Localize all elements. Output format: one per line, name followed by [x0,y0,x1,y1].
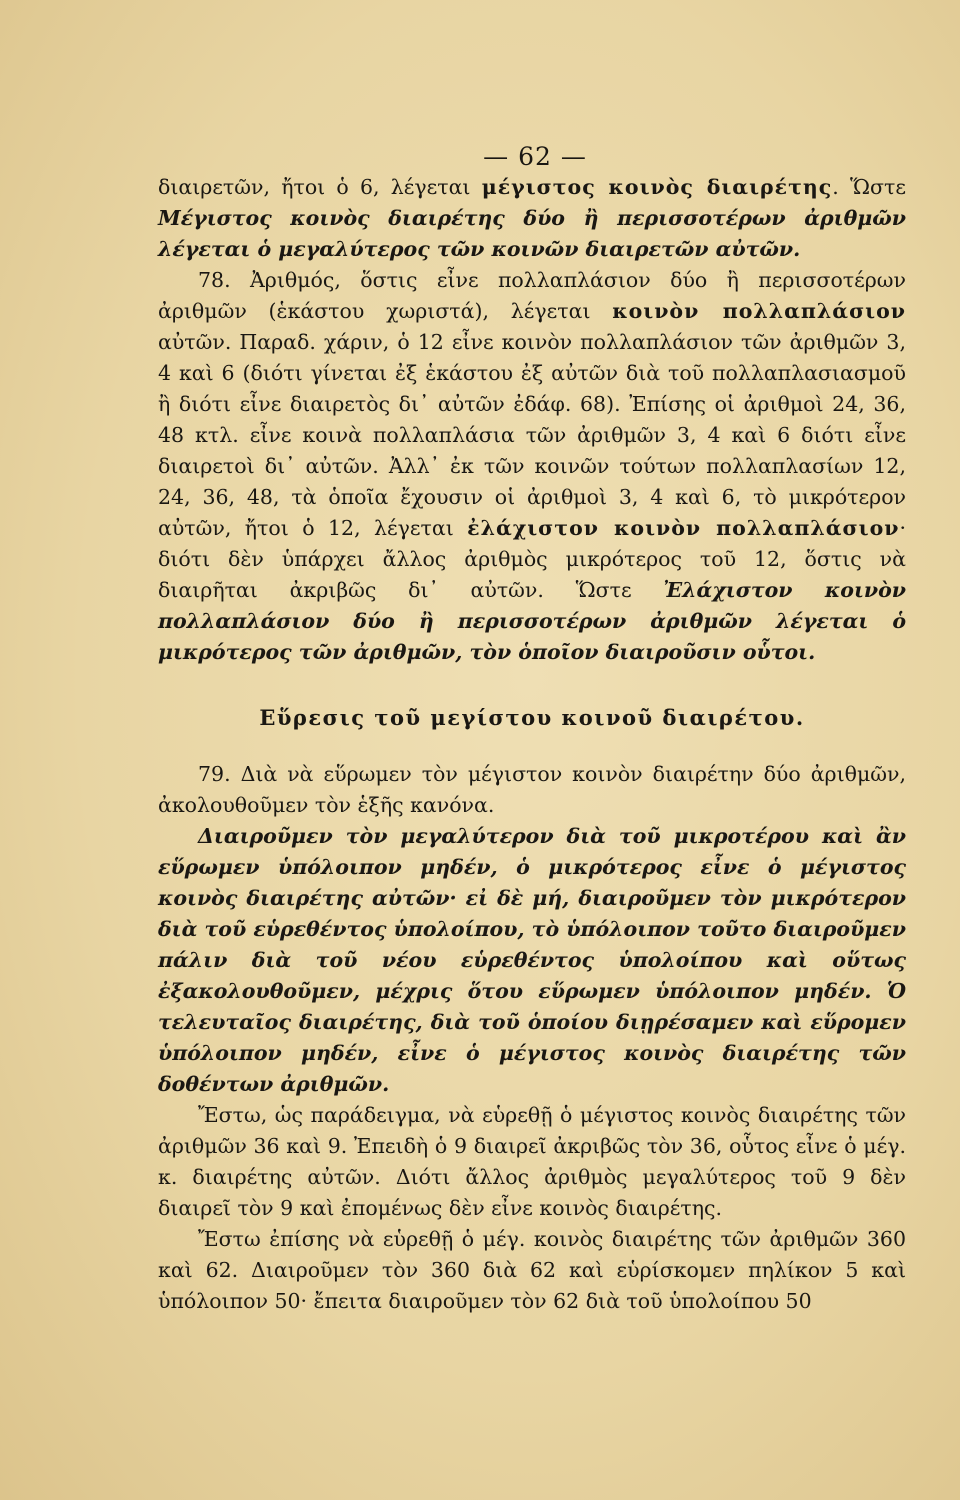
text-run: · διότι δὲν ὑπάρχει ἄλλος ἀριθμὸς μικρότερος τοῦ 12, ὅστις νὰ διαιρῆται ἀκριβῶς δι᾽ αὐτῶν. Ὥστε [158,516,906,602]
rule-gcd: Διαιροῦμεν τὸν μεγαλύτερον διὰ τοῦ μικροτέρου καὶ ἂν εὕρωμεν ὑπόλοιπον μηδέν, ὁ μικρότερος εἶνε ὁ μέγιστος κοινὸς διαιρέτης αὐτῶν· εἰ δὲ μή, διαιροῦμεν τὸν μικρότερον διὰ τοῦ εὑρεθέντος ὑπολοίπου, τὸ ὑπόλοιπον τοῦτο διαιροῦμεν πάλιν διὰ τοῦ νέου εὑρεθέντος ὑπολοίπου καὶ οὕτως ἐξακολουθοῦμεν, μέχρις ὅτου εὕρωμεν ὑπόλοιπον μηδέν. Ὁ τελευταῖος διαιρέτης, διὰ τοῦ ὁποίου διῃρέσαμεν καὶ εὕρομεν ὑπόλοιπον μηδέν, εἶνε ὁ μέγιστος κοινὸς διαιρέτης τῶν δοθέντων ἀριθμῶν. [158,824,906,1096]
example-36-9: Ἔστω, ὡς παράδειγμα, νὰ εὑρεθῇ ὁ μέγιστος κοινὸς διαιρέτης τῶν ἀριθμῶν 36 καὶ 9. Ἐπειδὴ ὁ 9 διαιρεῖ ἀκριβῶς τὸν 36, οὗτος εἶνε ὁ μέγ. κ. διαιρέτης αὐτῶν. Διότι ἄλλος ἀριθμὸς μεγαλύτερος τοῦ 9 δὲν διαιρεῖ τὸν 9 καὶ ἐπομένως δὲν εἶνε κοινὸς διαιρέτης. [158,1103,906,1220]
text-run: . Ὥστε [832,175,906,199]
definition-lcm: Ἐλάχιστον κοινὸν πολλαπλάσιον δύο ἢ περισσοτέρων ἀριθμῶν λέγεται ὁ μικρότερος τῶν ἀριθμῶν, τὸν ὁποῖον διαιροῦσιν οὗτοι. [158,578,906,664]
paragraph-79: 79. Διὰ νὰ εὕρωμεν τὸν μέγιστον κοινὸν διαιρέτην δύο ἀριθμῶν, ἀκολουθοῦμεν τὸν ἑξῆς κανόνα. [158,762,906,817]
term-common-multiple: κοινὸν πολλαπλάσιον [612,299,906,323]
term-gcd: μέγιστος κοινὸς διαιρέτης [481,175,833,199]
page-number: — 62 — [483,142,587,171]
example-360-62: Ἔστω ἐπίσης νὰ εὑρεθῇ ὁ μέγ. κοινὸς διαιρέτης τῶν ἀριθμῶν 360 καὶ 62. Διαιροῦμεν τὸν 360 διὰ 62 καὶ εὑρίσκομεν πηλίκον 5 καὶ ὑπόλοιπον 50· ἔπειτα διαιροῦμεν τὸν 62 διὰ τοῦ ὑπολοίπου 50 [158,1227,906,1313]
text-run: διαιρετῶν, ἤτοι ὁ 6, λέγεται [158,175,482,199]
term-lcm: ἐλάχιστον κοινὸν πολλαπλάσιον [467,516,900,540]
text-run: 78. Ἀριθμός, ὅστις εἶνε πολλαπλάσιον δύο ἢ περισσοτέρων ἀριθμῶν (ἑκάστου χωριστά), λέγεται [158,268,906,323]
page-text [158,172,906,1317]
paragraph-gcd-definition [158,172,906,265]
section-heading: Εὕρεσις τοῦ μεγίστου κοινοῦ διαιρέτου. [259,705,805,730]
text-run: αὐτῶν. Παραδ. χάριν, ὁ 12 εἶνε κοινὸν πολλαπλάσιον τῶν ἀριθμῶν 3, 4 καὶ 6 (διότι γίνεται ἐξ ἑκάστου ἐξ αὐτῶν διὰ τοῦ πολλαπλασιασμοῦ ἢ διότι εἶνε διαιρετὸς δι᾽ αὐτῶν ἐδάφ. 68). Ἐπίσης οἱ ἀριθμοὶ 24, 36, 48 κτλ. εἶνε κοινὰ πολλαπλάσια τῶν ἀριθμῶν 3, 4 καὶ 6 διότι εἶνε διαιρετοὶ δι᾽ αὐτῶν. Ἀλλ᾽ ἐκ τῶν κοινῶν τούτων πολλαπλασίων 12, 24, 36, 48, τὰ ὁποῖα ἔχουσιν οἱ ἀριθμοὶ 3, 4 καὶ 6, τὸ μικρότερον αὐτῶν, ἤτοι ὁ 12, λέγεται [158,330,906,540]
definition-gcd: Μέγιστος κοινὸς διαιρέτης δύο ἢ περισσοτέρων ἀριθμῶν λέγεται ὁ μεγαλύτερος τῶν κοινῶν διαιρετῶν αὐτῶν. [158,206,906,261]
paragraph-78 [158,265,906,668]
